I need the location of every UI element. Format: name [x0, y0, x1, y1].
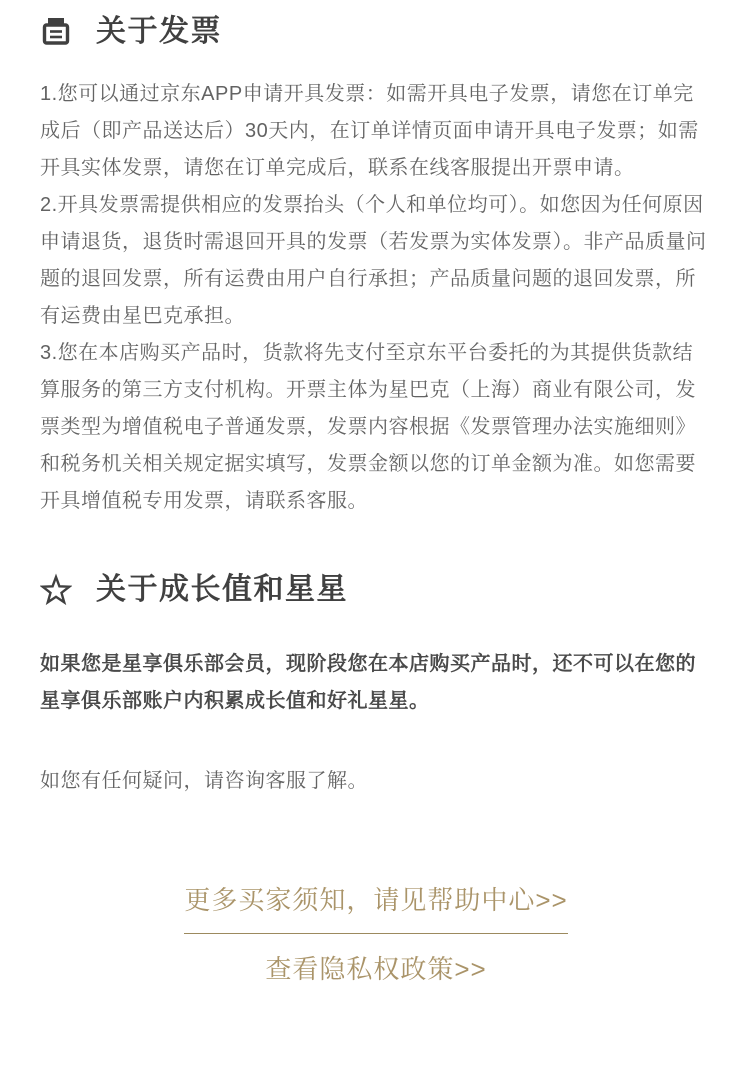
invoice-section	[40, 14, 712, 520]
footer-links	[40, 880, 712, 986]
rewards-section-header	[40, 572, 712, 608]
invoice-paragraph-3: 3.您在本店购买产品时，货款将先支付至京东平台委托的为其提供货款结算服务的第三方支付机构。开票主体为星巴克（上海）商业有限公司，发票类型为增值税电子普通发票，发票内容根据《发票管理办法实施细则》和税务机关相关规定据实填写，发票金额以您的订单金额为准。如您需要开具增值税专用发票，请联系客服。	[40, 342, 696, 512]
invoice-paragraph-1: 1.您可以通过京东APP申请开具发票：如需开具电子发票，请您在订单完成后（即产品送达后）30天内，在订单详情页面申请开具电子发票；如需开具实体发票，请您在订单完成后，联系在线客服提出开票申请。	[40, 83, 699, 179]
help-center-link[interactable]: 更多买家须知，请见帮助中心>>	[184, 880, 567, 934]
footer-links-inner	[184, 880, 567, 986]
printer-icon	[40, 15, 72, 49]
invoice-section-header	[40, 14, 712, 50]
privacy-policy-link[interactable]: 查看隐私权政策>>	[265, 954, 487, 984]
rewards-section-title: 关于成长值和星星	[96, 573, 348, 606]
contact-support-note: 如您有任何疑问，请咨询客服了解。	[40, 770, 368, 792]
invoice-paragraph-2: 2.开具发票需提供相应的发票抬头（个人和单位均可）。如您因为任何原因申请退货，退货时需退回开具的发票（若发票为实体发票）。非产品质量问题的退回发票，所有运费由用户自行承担；产品质量问题的退回发票，所有运费由星巴克承担。	[40, 194, 707, 327]
invoice-paragraphs	[40, 76, 712, 520]
star-icon	[40, 573, 72, 607]
rewards-section	[40, 572, 712, 796]
rewards-bold-paragraph: 如果您是星享俱乐部会员，现阶段您在本店购买产品时，还不可以在您的星享俱乐部账户内积累成长值和好礼星星。	[40, 653, 696, 712]
invoice-section-title: 关于发票	[96, 15, 222, 48]
